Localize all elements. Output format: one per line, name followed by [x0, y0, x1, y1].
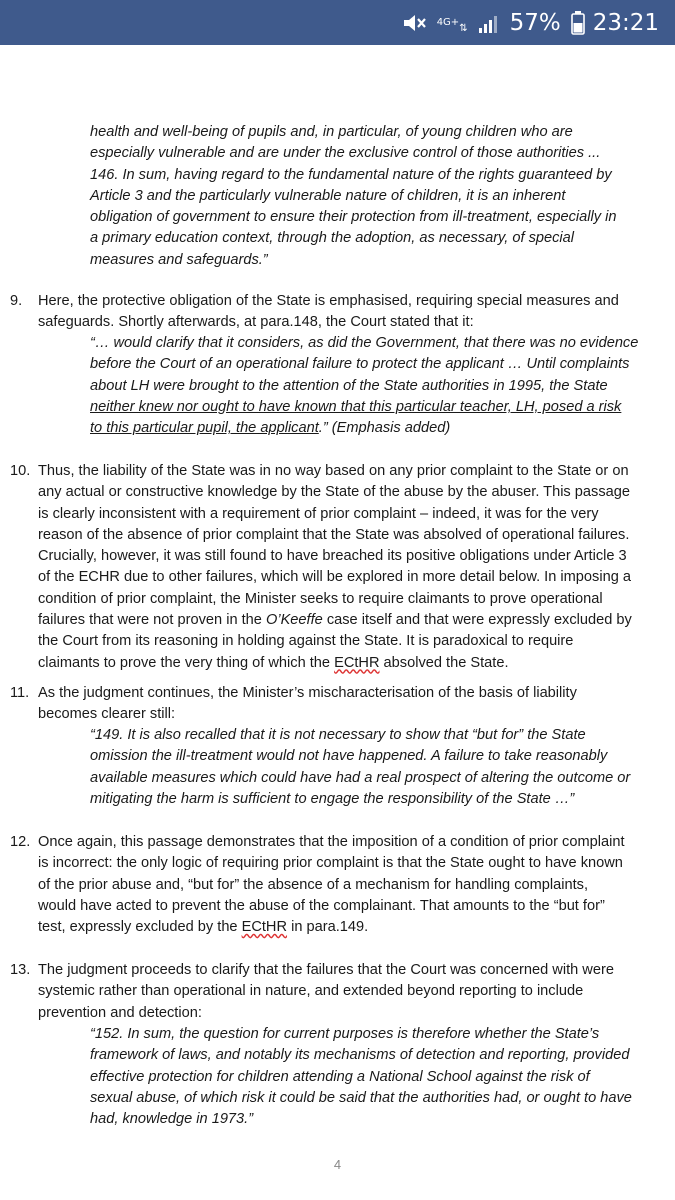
para-number-10: 10. [10, 463, 31, 479]
document-page [0, 45, 675, 1200]
battery-icon [571, 11, 585, 35]
quote-block-149: “149. It is also recalled that it is not necessary to show that “but for” the State omission the ill-treatment would not have happened. A failure to take reasonably available measures which could have had a real prospect of altering the outcome or mitigating the harm is sufficient to engage the responsibility of the State …” [90, 727, 631, 807]
paragraph-10: Thus, the liability of the State was in no way based on any prior complaint to the State or on any actual or constructive knowledge by the State of the abuse by the abuser. This passage is clearly inconsistent with a requirement of prior complaint – indeed, it was for the very reason of the absence of prior complaint that the State was absolved of operational failures. Crucially, however, it was still found to have breached its positive obligations under Article 3 of the ECHR due to other failures, which will be explored in more detail below. In imposing a condition of prior complaint, the Minister seeks to require claimants to prove operational failures that were not proven in the O’Keeffe case itself and that were expressly excluded by the Court from its reasoning in holding against the State. It is paradoxical to require claimants to prove the very thing of which the ECtHR absolved the State. [38, 463, 632, 671]
para-number-13: 13. [10, 962, 31, 978]
page-number: 4 [333, 1157, 342, 1172]
network-type: 4G+ ⇅ [436, 17, 468, 34]
quote-block-148: “… would clarify that it considers, as did the Government, that there was no evidence before the Court of an operational failure to protect the applicant … Until complaints about LH were brought to the attention of the State authorities in 1995, the State neither knew nor ought to have known that this particular teacher, LH, posed a risk to this particular pupil, the applicant.” (Emphasis added) [90, 335, 639, 437]
paragraph-9: Here, the protective obligation of the State is emphasised, requiring special measures and safeguards. Shortly afterwards, at para.148, the Court stated that it: [38, 293, 619, 331]
quote-block-146: health and well-being of pupils and, in particular, of young children who are especially vulnerable and are under the exclusive control of those authorities ... 146. In sum, having regard to the fundamental nature of the rights guaranteed by Article 3 and the particularly vulnerable nature of children, it is an inherent obligation of government to ensure their protection from ill-treatment, especially in a primary education context, through the adoption, as necessary, of special measures and safeguards.” [90, 124, 617, 268]
mute-icon [401, 12, 427, 34]
para-number-12: 12. [10, 834, 31, 850]
paragraph-13: The judgment proceeds to clarify that the failures that the Court was concerned with were systemic rather than operational in nature, and extended beyond reporting to include prevention and detection: [38, 962, 614, 1021]
para-number-9: 9. [10, 293, 23, 309]
clock: 23:21 [592, 9, 659, 36]
battery-percent: 57% [509, 9, 561, 36]
paragraph-12: Once again, this passage demonstrates that the imposition of a condition of prior complaint is incorrect: the only logic of requiring prior complaint is that the State ought to have known of the prior abuse and, “but for” the absence of a mechanism for handling complaints, would have acted to prevent the abuse of the complainant. That amounts to the “but for” test, expressly excluded by the ECtHR in para.149. [38, 834, 625, 936]
quote-block-152: “152. In sum, the question for current purposes is therefore whether the State’s framework of laws, and notably its mechanisms of detection and reporting, provided effective protection for children attending a National School against the risk of sexual abuse, of which risk it could be said that the authorities had, or ought to have had, knowledge in 1973.” [90, 1026, 632, 1128]
paragraph-11: As the judgment continues, the Minister’s mischaracterisation of the basis of liability becomes clearer still: [38, 685, 577, 723]
para-number-11: 11. [10, 685, 30, 701]
status-bar [0, 0, 675, 45]
signal-icon [478, 12, 502, 34]
